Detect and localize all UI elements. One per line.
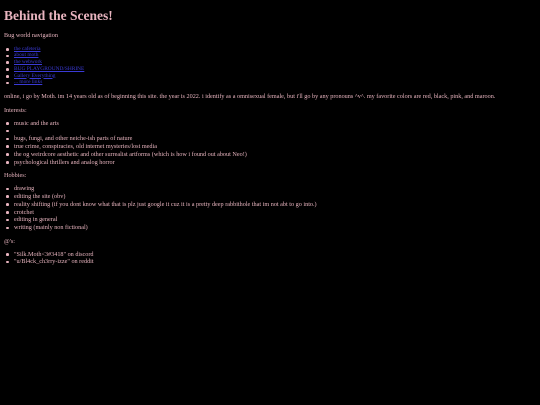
hobby-text: writing (mainly non fictional) xyxy=(14,224,88,232)
discord-handle: "Silk.Moth<3#3418" on discord xyxy=(14,250,94,258)
bullet-icon xyxy=(6,82,9,85)
nav-list-item xyxy=(14,52,536,59)
bullet-icon xyxy=(6,75,9,78)
bullet-icon xyxy=(6,261,9,264)
intro-paragraph: online, i go by Moth. im 14 years old as of beginning this site. the year is 2022. i identify as a omnisexual female, but i'll go by any pronouns ^v^. my favorite colors are red, black, pink, and maroon. xyxy=(4,93,496,101)
nav-link-list xyxy=(4,46,536,87)
ats-list xyxy=(4,251,536,267)
list-item xyxy=(14,209,536,217)
interest-text: psychological thrillers and analog horror xyxy=(14,158,115,166)
interest-text: true crime, conspiracies, old internet mysteries/lost media xyxy=(14,142,157,150)
nav-heading: Bug world navigation xyxy=(4,31,58,39)
bullet-icon xyxy=(6,55,9,58)
nav-link-bug-playground[interactable]: BUG PLAYGROUND/SHRINE xyxy=(14,65,85,72)
hobbies-list xyxy=(4,185,536,232)
hobby-text: reality shifting (if you dont know what that is plz just google it cuz it is a pretty deep rabbithole that im not abt to go into.) xyxy=(14,200,317,208)
bullet-icon xyxy=(6,188,9,191)
nav-list-item xyxy=(14,73,536,80)
list-item xyxy=(14,120,536,128)
bullet-icon xyxy=(6,211,9,214)
list-item xyxy=(14,193,536,201)
nav-link-gallery[interactable]: Gallery Everything xyxy=(14,72,56,79)
ats-label: @'s: xyxy=(4,237,15,245)
list-item xyxy=(14,251,536,259)
interest-text: music and the arts xyxy=(14,119,59,127)
nav-list-item xyxy=(14,46,536,53)
page-body xyxy=(0,9,540,405)
list-item xyxy=(14,143,536,151)
bullet-icon xyxy=(6,203,9,206)
bullet-icon xyxy=(6,61,9,64)
hobby-text: editing in general xyxy=(14,216,58,224)
list-item xyxy=(14,201,536,209)
interest-text: bugs, fungi, and other neiche-ish parts of nature xyxy=(14,135,133,143)
nav-link-webwork[interactable]: the webwork xyxy=(14,59,42,66)
nav-link-cafeteria[interactable]: the cafeteria xyxy=(14,45,41,52)
bullet-icon xyxy=(6,227,9,230)
list-item xyxy=(14,258,536,266)
list-item xyxy=(14,127,536,135)
list-item xyxy=(14,224,536,232)
bullet-icon xyxy=(6,145,9,148)
bullet-icon xyxy=(6,161,9,164)
hobby-text: editing the site (obv) xyxy=(14,192,66,200)
list-item xyxy=(14,159,536,167)
nav-list-item xyxy=(14,59,536,66)
list-item xyxy=(14,185,536,193)
hobbies-label: Hobbies: xyxy=(4,172,27,180)
bullet-icon xyxy=(6,219,9,222)
nav-list-item xyxy=(14,66,536,73)
nav-link-more[interactable]: ... more links xyxy=(14,79,43,86)
nav-link-about-moth[interactable]: about moth xyxy=(14,52,39,59)
page-title: Behind the Scenes! xyxy=(4,8,113,23)
bullet-icon xyxy=(6,122,9,125)
list-item xyxy=(14,151,536,159)
bullet-icon xyxy=(6,68,9,71)
bullet-icon xyxy=(6,195,9,198)
interests-label: Interests: xyxy=(4,106,27,114)
bullet-icon xyxy=(6,153,9,156)
hobby-text: drawing xyxy=(14,185,35,193)
interests-list xyxy=(4,120,536,167)
list-item xyxy=(14,135,536,143)
list-item xyxy=(14,216,536,224)
bullet-icon xyxy=(6,48,9,51)
bullet-icon xyxy=(6,138,9,141)
bullet-icon xyxy=(6,253,9,256)
reddit-handle: "u/Bl4ck_ch3rry-izze" on reddit xyxy=(14,258,94,266)
bullet-icon xyxy=(6,130,9,133)
nav-list-item xyxy=(14,79,536,86)
interest-text: the og weirdcore aesthetic and other surrealist artforms (which is how i found out about Neo!) xyxy=(14,150,247,158)
hobby-text: crotchet xyxy=(14,208,34,216)
